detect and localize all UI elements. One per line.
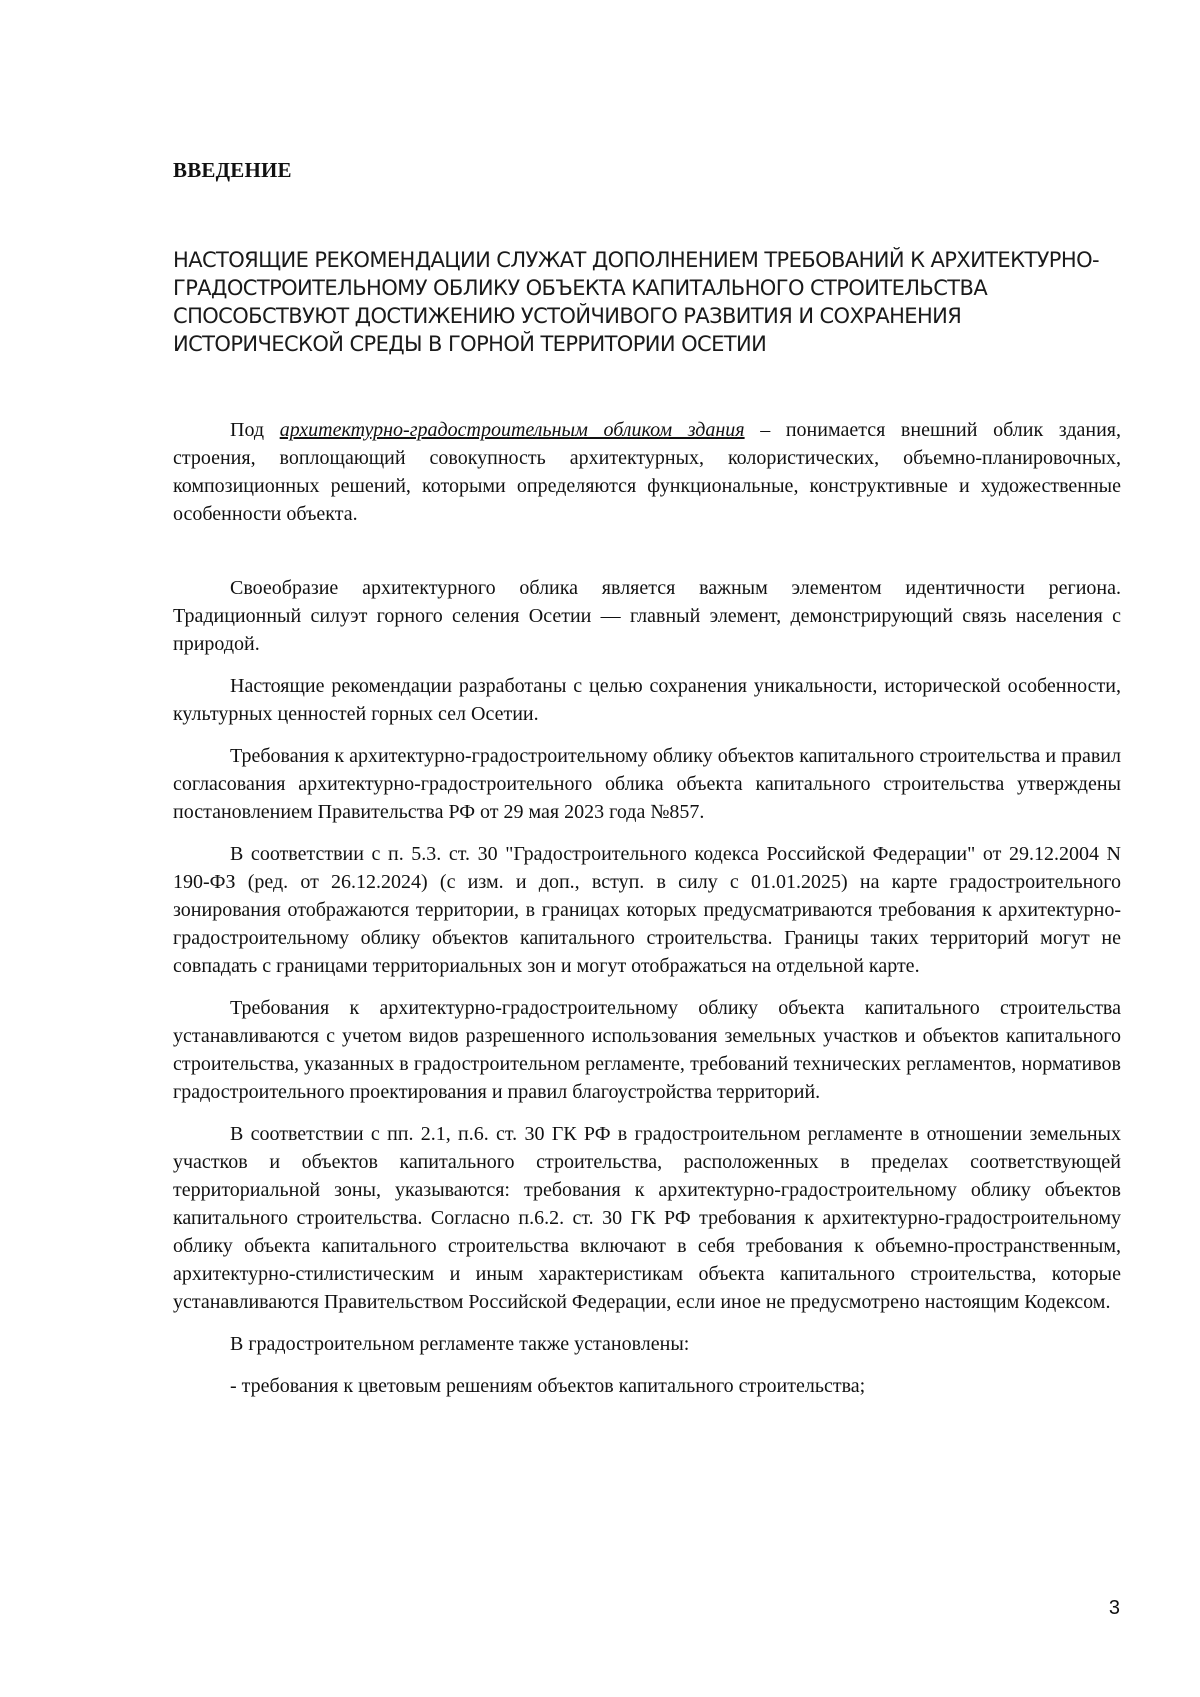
page-number: 3 — [1108, 1597, 1120, 1619]
definition-text: – понимается внешний облик здания, строения, воплощающий совокупность архитектурных, колористических, объемно-планировочных, композиционных решений, которыми определяются функциональные, конструктивные и художественные особенности объекта. — [173, 419, 1121, 525]
definition-prefix: Под — [230, 419, 280, 441]
document-title: НАСТОЯЩИЕ РЕКОМЕНДАЦИИ СЛУЖАТ ДОПОЛНЕНИЕМ ТРЕБОВАНИЙ К АРХИТЕКТУРНО-ГРАДОСТРОИТЕЛЬНОМУ ОБЛИКУ ОБЪЕКТА КАПИТАЛЬНОГО СТРОИТЕЛЬСТВА СПОСОБСТВУЮТ ДОСТИЖЕНИЮ УСТОЙЧИВОГО РАЗВИТИЯ И СОХРАНЕНИЯ ИСТОРИЧЕСКОЙ СРЕДЫ В ГОРНОЙ ТЕРРИТОРИИ ОСЕТИИ — [173, 248, 1099, 356]
body-text-block — [173, 574, 1121, 1400]
paragraph-regulation-intro: В градостроительном регламенте также установлены: — [230, 1333, 690, 1355]
paragraph-code-article-30: В соответствии с пп. 2.1, п.6. ст. 30 ГК РФ в градостроительном регламенте в отношении земельных участков и объектов капитального строительства, расположенных в пределах соответствующей территориальной зоны, указываются: требования к архитектурно-градостроительному облику объектов капитального строительства. Согласно п.6.2. ст. 30 ГК РФ требования к архитектурно-градостроительному облику объекта капитального строительства включают в себя требования к объемно-пространственным, архитектурно-стилистическим и иным характеристикам объекта капитального строительства, которые устанавливаются Правительством Российской Федерации, если иное не предусмотрено настоящим Кодексом. — [173, 1123, 1121, 1313]
defined-term: архитектурно-градостроительным обликом здания — [279, 419, 745, 441]
definition-paragraph — [173, 416, 1121, 528]
paragraph-identity: Своеобразие архитектурного облика является важным элементом идентичности региона. Традиционный силуэт горного селения Осетии — главный элемент, демонстрирующий связь населения с природой. — [173, 577, 1121, 655]
list-item-color-requirements: - требования к цветовым решениям объектов капитального строительства; — [230, 1375, 866, 1397]
definition-block — [173, 416, 1121, 528]
paragraph-purpose: Настоящие рекомендации разработаны с целью сохранения уникальности, исторической особенности, культурных ценностей горных сел Осетии. — [173, 675, 1121, 725]
paragraph-government-decree: Требования к архитектурно-градостроительному облику объектов капитального строительства и правил согласования архитектурно-градостроительного облика объекта капитального строительства утверждены постановлением Правительства РФ от 29 мая 2023 года №857. — [173, 745, 1121, 823]
paragraph-zoning-map: В соответствии с п. 5.3. ст. 30 "Градостроительного кодекса Российской Федерации" от 29.12.2004 N 190-ФЗ (ред. от 26.12.2024) (с изм. и доп., вступ. в силу с 01.01.2025) на карте градостроительного зонирования отображаются территории, в границах которых предусматриваются требования к архитектурно-градостроительному облику объектов капитального строительства. Границы таких территорий могут не совпадать с границами территориальных зон и могут отображаться на отдельной карте. — [173, 843, 1121, 977]
section-heading: ВВЕДЕНИЕ — [173, 158, 292, 182]
paragraph-requirements-basis: Требования к архитектурно-градостроительному облику объекта капитального строительства устанавливаются с учетом видов разрешенного использования земельных участков и объектов капитального строительства, указанных в градостроительном регламенте, требований технических регламентов, нормативов градостроительного проектирования и правил благоустройства территорий. — [173, 997, 1121, 1103]
